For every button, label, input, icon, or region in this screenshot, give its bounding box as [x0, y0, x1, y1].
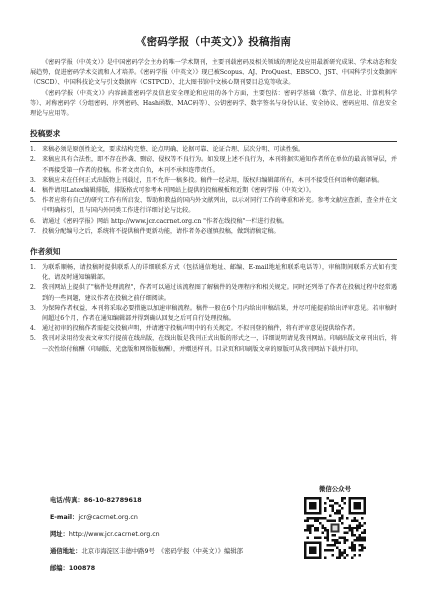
list-item	[30, 217, 397, 227]
address-label: 通信地址：	[50, 548, 82, 555]
item-number: 2.	[30, 156, 36, 164]
contact-email	[50, 509, 330, 526]
qr-label: 微信公众号	[319, 485, 351, 493]
section-heading-submission: 投稿要求	[30, 128, 397, 142]
list-item	[30, 334, 397, 354]
item-number: 7.	[30, 227, 36, 235]
item-number: 4.	[30, 187, 36, 195]
list-item	[30, 155, 397, 175]
address-value: 北京市海淀区丰德中路9号 《密码学报（中英文）》编辑部	[81, 548, 243, 555]
list-item	[30, 304, 397, 324]
item-number: 2.	[30, 284, 36, 292]
item-number: 1.	[30, 146, 36, 154]
item-text: 我刊网站上提供了"稿件处理流程"，作者可以通过该流程图了解稿件的处理程序和相关规定。同时还列举了作者在投稿过程中经常遇到的一些问题，建议作者在投稿之前仔细阅读。	[42, 284, 397, 302]
item-text: 为保障作者权益，本刊将采取必要措施以加速审稿流程。稿件一般在6个月内给出审稿结果，并尽可能提前给出评审意见。若审稿时间超过6个月，作者在通知编辑部并得到确认回复之后可自行处理投稿。	[42, 304, 397, 323]
item-text: 来稿必须是原创性论文，要求结构完整、论点明确、论据可靠、论证合理、层次分明、可读性强。	[42, 146, 305, 154]
list-item	[30, 227, 397, 237]
list-item	[30, 176, 397, 186]
item-text: 作者应将有自己的研究工作有所启发、帮助和教益的国内外文献列出，以示对同行工作的尊重和补充。参考文献应查新，查全并在文中明确标引，且与国内外同类工作进行详细讨论与比较。	[42, 197, 397, 215]
list-item	[30, 186, 397, 196]
item-number: 5.	[30, 335, 36, 343]
list-item	[30, 283, 397, 303]
item-text: 来稿应未在任何正式出版物上刊载过，且不允许一稿多投。稿件一经录用，版权归编辑部所有，本刊不接受任何语种的翻译稿。	[42, 176, 384, 184]
item-number: 5.	[30, 197, 36, 205]
contact-block	[50, 492, 330, 577]
item-text: 我刊对录用待发表文章实行提前在线出版，在线出版是我刊正式出版的形式之一，详细说明请见我刊网站。印刷出版文章刊出后，将一次性给付稿酬（印刷版、光盘版和网络版稿酬），并赠送样刊。目录页和印刷版文章的原版可从我刊网站下载并打印。	[42, 335, 397, 353]
item-text: 投稿分配编号之后，系统将不提供稿件更新功能，请作者务必谨慎投稿，做到清稿定稿。	[42, 227, 280, 235]
website-link[interactable]: http://www.jcr.cacrnet.org.cn	[68, 531, 160, 538]
zip-value: 100878	[68, 565, 96, 572]
phone-label: 电话/传真：	[50, 497, 84, 504]
contact-web	[50, 526, 330, 543]
section-heading-authors: 作者须知	[30, 246, 397, 260]
contact-address	[50, 543, 330, 560]
wechat-qr-block	[301, 484, 369, 559]
zip-label: 邮编：	[50, 565, 69, 572]
email-link[interactable]: jcr@cacrnet.org.cn	[78, 514, 138, 521]
list-item	[30, 196, 397, 216]
item-text: 请通过《密码学报》网站 http://www.jcr.cacrnet.org.cn "作者在线投稿"一栏进行投稿。	[42, 217, 289, 225]
item-text: 稿件请用Latex编辑排版，排版格式可参考本刊网站上提供的投稿模板和近期《密码学报（中英文）》。	[42, 187, 316, 195]
contact-phone	[50, 492, 330, 509]
item-number: 3.	[30, 304, 36, 312]
list-item	[30, 324, 397, 334]
intro-block	[30, 58, 397, 119]
item-text: 来稿应具有合法性，即不存在抄袭、剽窃、侵权等不良行为。如发现上述不良行为，本刊将据实通知作者所在单位的最高领导层，并不再接受第一作者的投稿。作者文责自负，本刊不承担连带责任。	[42, 156, 397, 174]
item-text: 为联系顺畅，请投稿时提供联系人的详细联系方式（包括通信地址、邮编、E-mail地址和联系电话等），审稿期间联系方式如有变化，请及时通知编辑部。	[42, 264, 397, 282]
qr-code-icon[interactable]	[304, 497, 366, 559]
submission-list	[30, 145, 397, 237]
authors-list	[30, 263, 397, 355]
item-text: 通过初审的投稿作者需提交投稿声明，并请遵守投稿声明中的有关规定。不拟刊登的稿件，将有评审意见提供给作者。	[42, 325, 359, 333]
contact-zip	[50, 560, 330, 577]
item-number: 6.	[30, 217, 36, 225]
list-item	[30, 263, 397, 283]
page-title: 《密码学报（中英文）》投稿指南	[135, 36, 292, 48]
intro-paragraph-1: 《密码学报（中英文）》是中国密码学会主办的唯一学术期刊，主要刊载密码及相关领域的理论及应用最新研究成果、学术动态和发展趋势，促进密码学术交流和人才培养。《密码学报（中英文）》现已被Scopus、AJ、ProQuest、EBSCO、JST、中国科学引文数据库（CSCD）、中国科技论文与引文数据库（CSTPCD）、北大图书馆中文核心期刊要目总览等收录。	[30, 59, 397, 87]
list-item	[30, 145, 397, 155]
item-number: 4.	[30, 325, 36, 333]
email-label: E-mail：	[50, 514, 79, 521]
intro-paragraph-2: 《密码学报（中英文）》内容涵盖密码学及信息安全理论和应用的各个方面，主要包括：密码学基础（数学、信息论、计算机科学等）、对称密码学（分组密码、序列密码、Hash函数、MAC码等）、公钥密码学、数字签名与身份认证、安全协议、密码应用、信息安全理论与应用等。	[30, 89, 397, 118]
item-number: 1.	[30, 264, 36, 272]
item-number: 3.	[30, 176, 36, 184]
phone-value: 86-10-82789618	[83, 497, 142, 504]
web-label: 网址：	[50, 531, 69, 538]
